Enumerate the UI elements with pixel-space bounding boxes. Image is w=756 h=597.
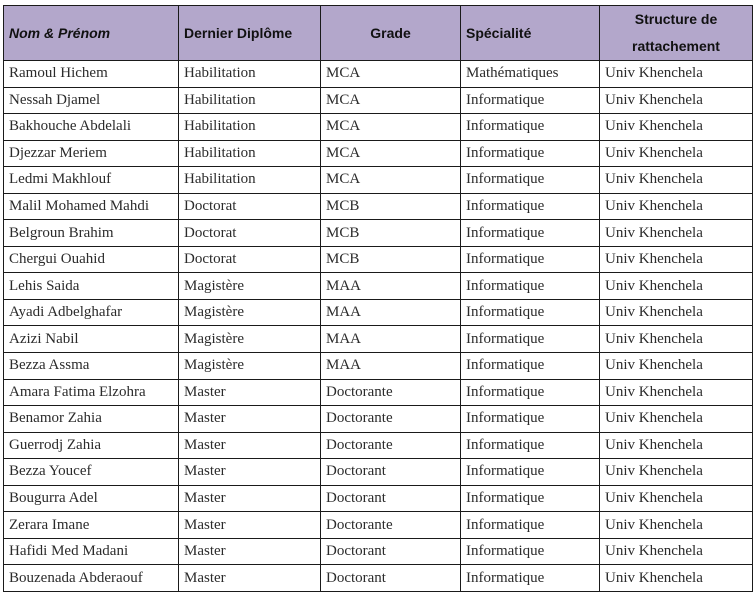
table-row xyxy=(4,406,753,433)
header-structure: Structure de rattachement xyxy=(600,6,753,61)
cell-structure: Univ Khenchela xyxy=(600,193,753,220)
cell-structure: Univ Khenchela xyxy=(600,432,753,459)
cell-structure: Univ Khenchela xyxy=(600,353,753,380)
cell-diploma: Magistère xyxy=(179,299,321,326)
table-row xyxy=(4,87,753,114)
table-row xyxy=(4,246,753,273)
cell-name: Hafidi Med Madani xyxy=(4,538,179,565)
cell-structure: Univ Khenchela xyxy=(600,87,753,114)
table-row xyxy=(4,140,753,167)
cell-structure: Univ Khenchela xyxy=(600,299,753,326)
cell-specialty: Informatique xyxy=(461,565,600,592)
cell-specialty: Informatique xyxy=(461,193,600,220)
cell-grade: MCA xyxy=(321,114,461,141)
table-row xyxy=(4,353,753,380)
cell-specialty: Informatique xyxy=(461,167,600,194)
cell-specialty: Mathématiques xyxy=(461,61,600,88)
cell-specialty: Informatique xyxy=(461,379,600,406)
cell-grade: Doctorante xyxy=(321,379,461,406)
cell-structure: Univ Khenchela xyxy=(600,565,753,592)
cell-structure: Univ Khenchela xyxy=(600,538,753,565)
header-row xyxy=(4,6,753,61)
cell-name: Lehis Saida xyxy=(4,273,179,300)
cell-name: Ledmi Makhlouf xyxy=(4,167,179,194)
cell-name: Bezza Assma xyxy=(4,353,179,380)
cell-diploma: Master xyxy=(179,406,321,433)
table-row xyxy=(4,193,753,220)
cell-name: Malil Mohamed Mahdi xyxy=(4,193,179,220)
staff-table xyxy=(3,5,753,592)
cell-diploma: Habilitation xyxy=(179,140,321,167)
table-row xyxy=(4,432,753,459)
table-row xyxy=(4,273,753,300)
cell-diploma: Doctorat xyxy=(179,246,321,273)
cell-structure: Univ Khenchela xyxy=(600,326,753,353)
cell-structure: Univ Khenchela xyxy=(600,512,753,539)
cell-grade: MCB xyxy=(321,193,461,220)
cell-grade: Doctorante xyxy=(321,512,461,539)
cell-diploma: Master xyxy=(179,459,321,486)
table-row xyxy=(4,459,753,486)
cell-structure: Univ Khenchela xyxy=(600,140,753,167)
header-name: Nom & Prénom xyxy=(4,6,179,61)
cell-structure: Univ Khenchela xyxy=(600,167,753,194)
cell-name: Belgroun Brahim xyxy=(4,220,179,247)
table-row xyxy=(4,565,753,592)
header-specialty: Spécialité xyxy=(461,6,600,61)
cell-name: Ramoul Hichem xyxy=(4,61,179,88)
cell-diploma: Habilitation xyxy=(179,87,321,114)
cell-structure: Univ Khenchela xyxy=(600,459,753,486)
cell-grade: MCA xyxy=(321,61,461,88)
cell-specialty: Informatique xyxy=(461,246,600,273)
cell-structure: Univ Khenchela xyxy=(600,485,753,512)
cell-grade: MCB xyxy=(321,220,461,247)
cell-diploma: Doctorat xyxy=(179,220,321,247)
cell-diploma: Master xyxy=(179,565,321,592)
cell-diploma: Magistère xyxy=(179,273,321,300)
cell-specialty: Informatique xyxy=(461,326,600,353)
table-row xyxy=(4,167,753,194)
table-row xyxy=(4,379,753,406)
cell-diploma: Habilitation xyxy=(179,61,321,88)
table-body xyxy=(4,61,753,592)
cell-grade: MAA xyxy=(321,273,461,300)
cell-name: Benamor Zahia xyxy=(4,406,179,433)
cell-specialty: Informatique xyxy=(461,114,600,141)
cell-grade: MAA xyxy=(321,353,461,380)
cell-specialty: Informatique xyxy=(461,220,600,247)
cell-structure: Univ Khenchela xyxy=(600,273,753,300)
cell-grade: Doctorant xyxy=(321,538,461,565)
header-diploma: Dernier Diplôme xyxy=(179,6,321,61)
cell-specialty: Informatique xyxy=(461,459,600,486)
cell-specialty: Informatique xyxy=(461,140,600,167)
cell-grade: Doctorante xyxy=(321,406,461,433)
cell-name: Amara Fatima Elzohra xyxy=(4,379,179,406)
cell-name: Nessah Djamel xyxy=(4,87,179,114)
cell-grade: MCB xyxy=(321,246,461,273)
cell-name: Azizi Nabil xyxy=(4,326,179,353)
table-row xyxy=(4,299,753,326)
cell-name: Guerrodj Zahia xyxy=(4,432,179,459)
cell-grade: Doctorant xyxy=(321,485,461,512)
table-row xyxy=(4,538,753,565)
cell-specialty: Informatique xyxy=(461,299,600,326)
cell-diploma: Master xyxy=(179,485,321,512)
cell-name: Zerara Imane xyxy=(4,512,179,539)
cell-specialty: Informatique xyxy=(461,538,600,565)
cell-name: Chergui Ouahid xyxy=(4,246,179,273)
cell-specialty: Informatique xyxy=(461,512,600,539)
cell-grade: MAA xyxy=(321,299,461,326)
table-header xyxy=(4,6,753,61)
cell-specialty: Informatique xyxy=(461,273,600,300)
cell-grade: MCA xyxy=(321,140,461,167)
cell-structure: Univ Khenchela xyxy=(600,220,753,247)
cell-name: Bezza Youcef xyxy=(4,459,179,486)
cell-diploma: Master xyxy=(179,432,321,459)
cell-structure: Univ Khenchela xyxy=(600,114,753,141)
cell-grade: Doctorant xyxy=(321,459,461,486)
cell-grade: MAA xyxy=(321,326,461,353)
cell-specialty: Informatique xyxy=(461,406,600,433)
cell-diploma: Master xyxy=(179,379,321,406)
cell-diploma: Doctorat xyxy=(179,193,321,220)
cell-grade: MCA xyxy=(321,167,461,194)
cell-structure: Univ Khenchela xyxy=(600,406,753,433)
cell-diploma: Magistère xyxy=(179,353,321,380)
cell-name: Djezzar Meriem xyxy=(4,140,179,167)
cell-name: Bougurra Adel xyxy=(4,485,179,512)
cell-diploma: Habilitation xyxy=(179,114,321,141)
cell-diploma: Habilitation xyxy=(179,167,321,194)
table-row xyxy=(4,512,753,539)
table-row xyxy=(4,114,753,141)
cell-name: Bakhouche Abdelali xyxy=(4,114,179,141)
cell-specialty: Informatique xyxy=(461,432,600,459)
table-row xyxy=(4,220,753,247)
cell-structure: Univ Khenchela xyxy=(600,379,753,406)
table-row xyxy=(4,326,753,353)
cell-diploma: Magistère xyxy=(179,326,321,353)
cell-name: Ayadi Adbelghafar xyxy=(4,299,179,326)
cell-specialty: Informatique xyxy=(461,87,600,114)
cell-grade: Doctorant xyxy=(321,565,461,592)
cell-structure: Univ Khenchela xyxy=(600,61,753,88)
table-row xyxy=(4,61,753,88)
cell-grade: MCA xyxy=(321,87,461,114)
cell-structure: Univ Khenchela xyxy=(600,246,753,273)
cell-specialty: Informatique xyxy=(461,485,600,512)
cell-grade: Doctorante xyxy=(321,432,461,459)
cell-diploma: Master xyxy=(179,538,321,565)
cell-specialty: Informatique xyxy=(461,353,600,380)
cell-name: Bouzenada Abderaouf xyxy=(4,565,179,592)
table-row xyxy=(4,485,753,512)
cell-diploma: Master xyxy=(179,512,321,539)
header-grade: Grade xyxy=(321,6,461,61)
